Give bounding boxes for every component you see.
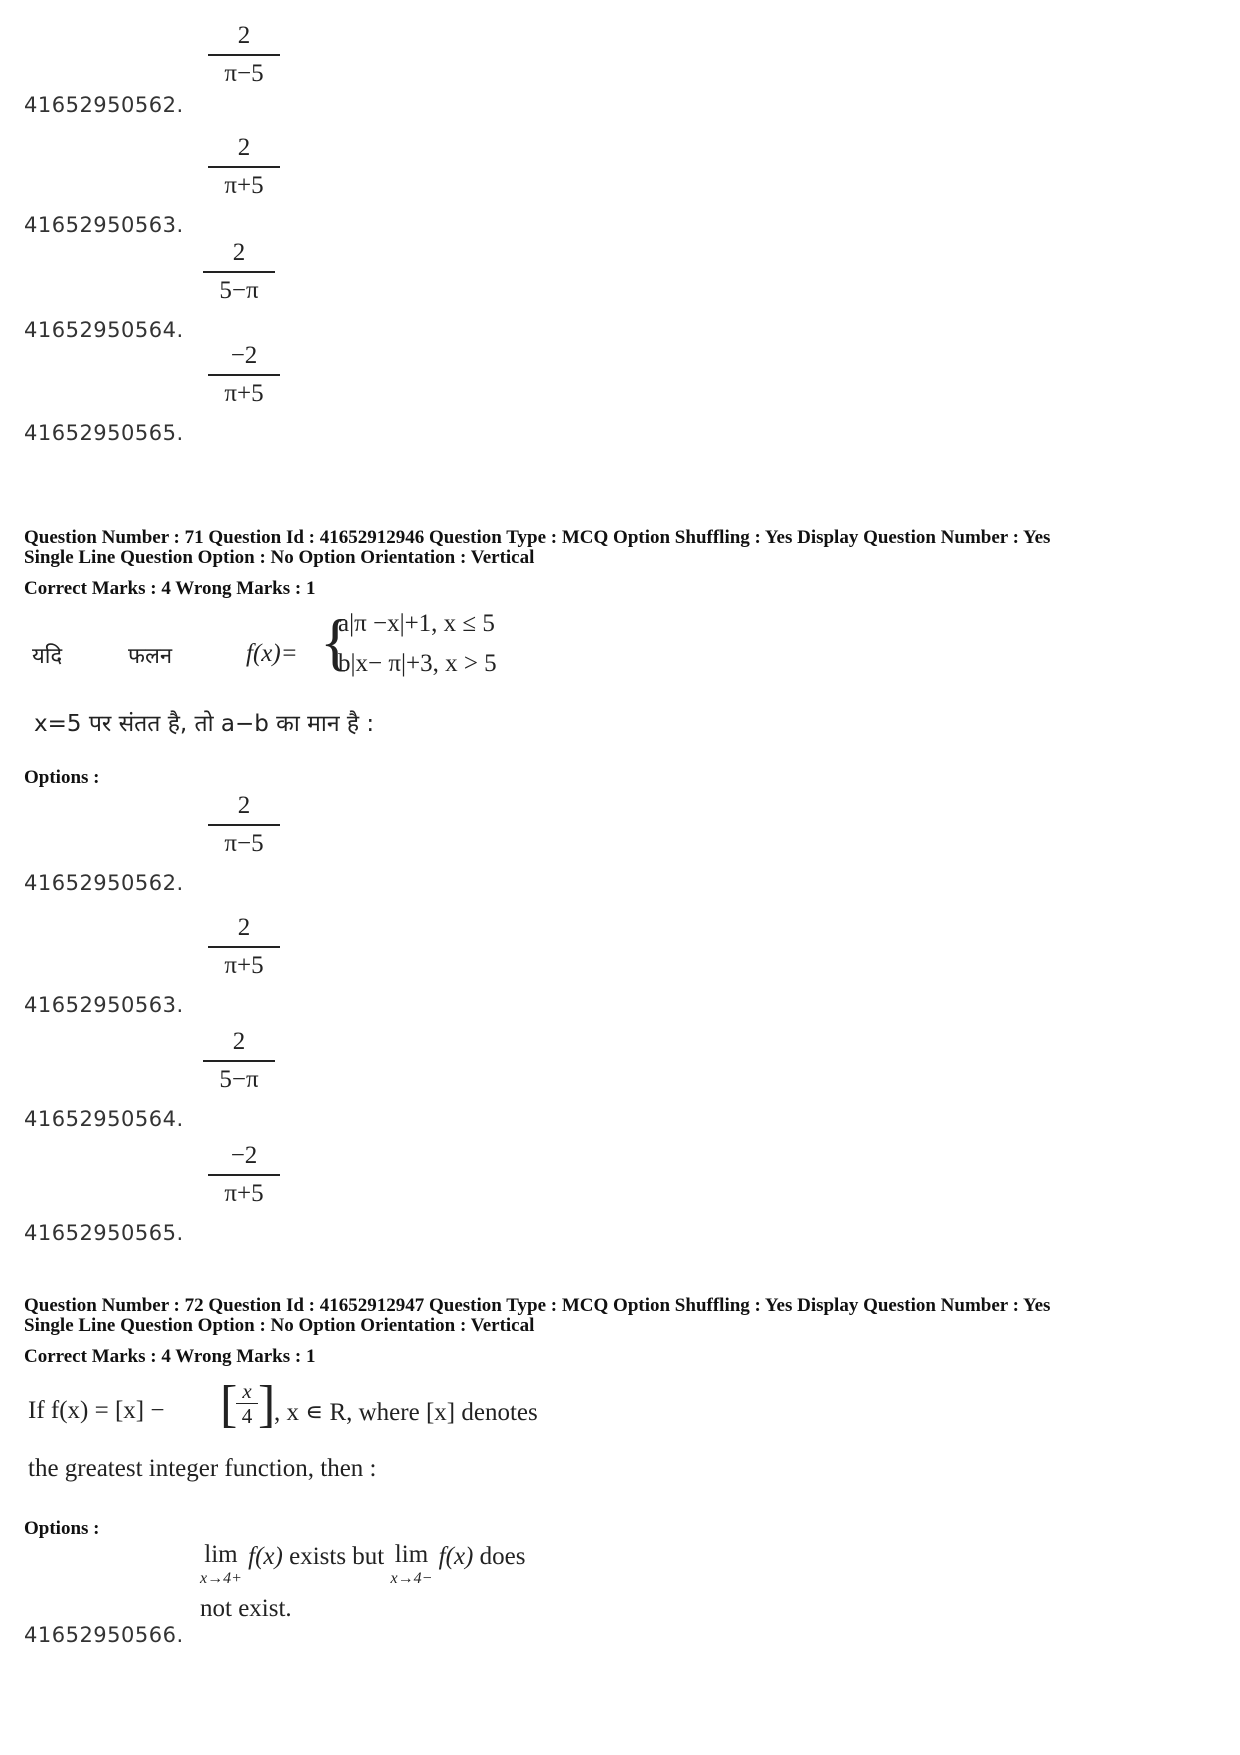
option-item[interactable] [24, 912, 724, 1017]
fraction-bar [203, 1060, 275, 1062]
option-id: 41652950563. [24, 213, 184, 237]
stem-prefix: If f(x) = [x] − [28, 1397, 165, 1424]
stem-suffix: , x ∊ R, where [x] denotes [274, 1399, 538, 1426]
stem-fraction-num: x [242, 1379, 252, 1403]
lim-subscript: x→4+ [200, 1570, 242, 1587]
function-label: f(x) [438, 1543, 474, 1570]
question-meta-line1: Question Number : 71 Question Id : 41652912946 Question Type : MCQ Option Shuffling : Yes Display Question Number : Yes [24, 527, 1051, 548]
fraction-denominator: 5−π [219, 1066, 259, 1093]
bracket-right: ] [258, 1376, 276, 1433]
fraction [204, 132, 284, 202]
lim-label: lim [204, 1541, 238, 1568]
option-item[interactable] [24, 237, 724, 342]
question-header [24, 528, 1224, 568]
stem-word-if: यदि [32, 644, 63, 669]
option-item[interactable] [24, 20, 724, 120]
fraction-numerator: 2 [237, 134, 251, 161]
option-text-line2: not exist. [200, 1595, 292, 1622]
marks-line: Correct Marks : 4 Wrong Marks : 1 [24, 1346, 316, 1367]
stem-word-function: फलन [128, 644, 173, 669]
marks-line: Correct Marks : 4 Wrong Marks : 1 [24, 578, 316, 599]
options-label: Options : [24, 1518, 100, 1539]
fraction-bar [203, 271, 275, 273]
fraction-denominator: π+5 [224, 952, 264, 979]
fraction-denominator: π+5 [224, 380, 264, 407]
question-meta-line1: Question Number : 72 Question Id : 41652912947 Question Type : MCQ Option Shuffling : Yes Display Question Number : Yes [24, 1295, 1051, 1316]
option-item[interactable] [24, 132, 724, 237]
option-text [200, 1543, 720, 1623]
option-text-part: does [479, 1543, 526, 1570]
option-id: 41652950562. [24, 871, 184, 895]
option-item[interactable] [24, 790, 724, 895]
option-item[interactable] [24, 1026, 724, 1131]
stem-fx: f(x)= [246, 640, 298, 667]
fraction-numerator: 2 [237, 792, 251, 819]
options-label: Options : [24, 767, 100, 788]
fraction [204, 340, 284, 410]
piecewise-case-2: b|x− π|+3, x > 5 [338, 650, 497, 677]
fraction [199, 1026, 279, 1096]
question-stem [28, 606, 588, 740]
stem-fraction-den: 4 [241, 1404, 253, 1428]
option-id: 41652950563. [24, 993, 184, 1017]
option-id: 41652950565. [24, 1221, 184, 1245]
bracket-left: [ [220, 1376, 238, 1433]
fraction [204, 1140, 284, 1210]
fraction-numerator: 2 [237, 914, 251, 941]
fraction-bar [208, 374, 280, 376]
fraction-denominator: π+5 [224, 172, 264, 199]
fraction [199, 237, 279, 307]
piecewise-brace: { [320, 606, 351, 677]
stem-line-2: x=5 पर संतत है, तो a−b का मान है : [34, 711, 375, 737]
option-item[interactable] [24, 340, 724, 445]
stem-fraction [236, 1379, 258, 1428]
option-id: 41652950566. [24, 1623, 184, 1647]
fraction-denominator: π−5 [224, 830, 264, 857]
option-id: 41652950562. [24, 93, 184, 117]
fraction [204, 20, 284, 90]
option-item[interactable] [24, 1140, 724, 1245]
lim-subscript: x→4− [390, 1570, 433, 1587]
fraction-bar [208, 166, 280, 168]
fraction-denominator: 5−π [219, 277, 259, 304]
fraction-numerator: 2 [232, 239, 246, 266]
piecewise-case-1: a|π −x|+1, x ≤ 5 [338, 610, 495, 637]
question-meta-line2: Single Line Question Option : No Option Orientation : Vertical [24, 547, 535, 568]
fraction-denominator: π−5 [224, 60, 264, 87]
stem-line-2: the greatest integer function, then : [28, 1455, 377, 1482]
question-stem [28, 1375, 588, 1495]
question-meta-line2: Single Line Question Option : No Option Orientation : Vertical [24, 1315, 535, 1336]
function-label: f(x) [248, 1543, 283, 1570]
limit-right [200, 1543, 242, 1591]
fraction-numerator: −2 [230, 342, 258, 369]
fraction-numerator: 2 [232, 1028, 246, 1055]
fraction-bar [208, 54, 280, 56]
lim-label: lim [394, 1541, 429, 1568]
fraction-bar [208, 1174, 280, 1176]
limit-left [391, 1543, 433, 1591]
fraction-bar [208, 824, 280, 826]
fraction-numerator: 2 [237, 22, 251, 49]
option-item[interactable] [24, 1535, 724, 1665]
fraction [204, 912, 284, 982]
fraction [204, 790, 284, 860]
fraction-numerator: −2 [230, 1142, 258, 1169]
question-header [24, 1296, 1224, 1336]
option-id: 41652950564. [24, 1107, 184, 1131]
fraction-bar [208, 946, 280, 948]
option-text-part: exists but [289, 1543, 385, 1570]
fraction-denominator: π+5 [224, 1180, 264, 1207]
option-id: 41652950565. [24, 421, 184, 445]
option-id: 41652950564. [24, 318, 184, 342]
